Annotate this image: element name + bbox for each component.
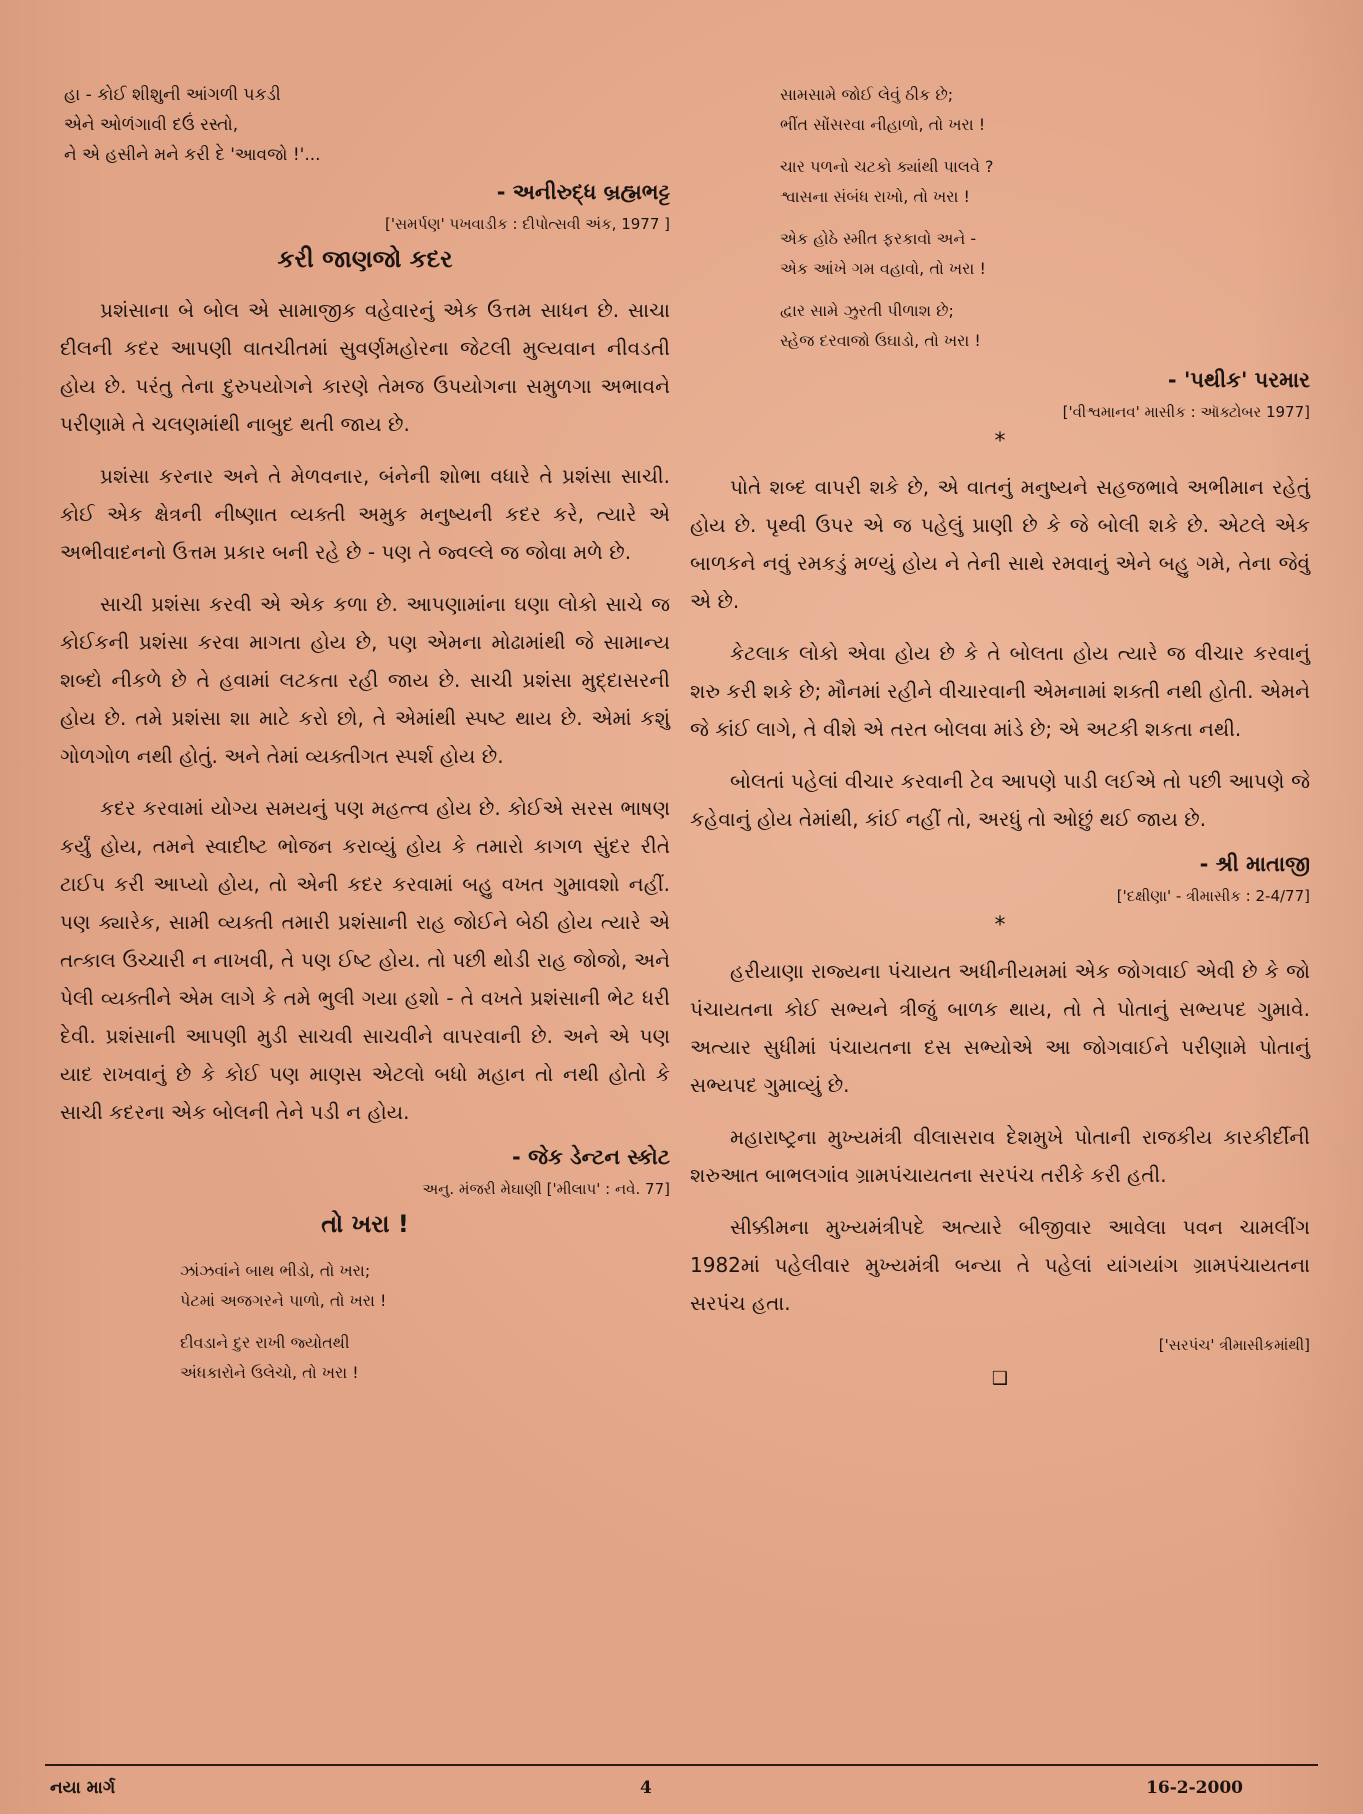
section3-source: ['સરપંચ' ત્રીમાસીકમાંથી] [1158,1336,1310,1354]
poem-line: અંધકારોને ઉલેચો, તો ખરા ! [180,1363,359,1382]
intro-verse [64,80,670,170]
article-author: - જેક ડેન્ટન સ્કોટ [512,1145,670,1169]
poem-stanza [180,1328,670,1388]
section-separator: * [994,429,1006,454]
section2-paragraph: બોલતાં પહેલાં વીચાર કરવાની ટેવ આપણે પાડી લઈએ તો પછી આપણે જે કહેવાનું હોય તેમાંથી, કાંઈ નહીં તો, અરધું તો ઓછું થઈ જાય છે. [690,769,1310,831]
poem-line: ભીંત સોંસરવા નીહાળો, તો ખરા ! [780,115,986,134]
section3-paragraph: હરીયાણા રાજ્યના પંચાયત અધીનીયમમાં એક જોગવાઈ એવી છે કે જો પંચાયતના કોઈ સભ્યને ત્રીજું બાળક થાય, તો તે પોતાનું સભ્યપદ ગુમાવે. અત્યાર સુધીમાં પંચાયતના દસ સભ્યોએ આ જોગવાઈને પરીણામે પોતાનું સભ્યપદ ગુમાવ્યું છે. [690,959,1310,1097]
section2-author: - શ્રી માતાજી [1199,852,1310,876]
section-separator: * [994,913,1006,938]
poem-line: શ્વાસના સંબંધ રાખો, તો ખરા ! [780,187,970,206]
section3-paragraph: મહારાષ્ટ્રના મુખ્યમંત્રી વીલાસરાવ દેશમુખે પોતાની રાજકીય કારકીર્દીની શરુઆત બાભલગાંવ ગ્રામપંચાયતના સરપંચ તરીકે કરી હતી. [690,1125,1311,1187]
left-column [60,80,670,1400]
poem-line: સ્હેજ દરવાજો ઉઘાડો, તો ખરા ! [780,331,981,350]
right-column [690,80,1310,1389]
magazine-name: નયા માર્ગ [50,1778,116,1798]
poem-line: ચાર પળનો ચટકો ક્યાંથી પાલવે ? [780,157,994,176]
verse-line: એને ઓળંગાવી દઉં રસ્તો, [64,115,239,135]
article-paragraph: પ્રશંસા કરનાર અને તે મેળવનાર, બંનેની શોભા વધારે તે પ્રશંસા સાચી. કોઈ એક ક્ષેત્રની નીષ્ણાત વ્યક્તી અમુક મનુષ્યની કદર કરે, ત્યારે એ અભીવાદનનો ઉત્તમ પ્રકાર બની રહે છે - પણ તે જ્વલ્લે જ જોવા મળે છે. [60,464,670,564]
poem-right [780,80,1310,356]
poem-line: એક આંખે ગમ વહાવો, તો ખરા ! [780,259,986,278]
section2-paragraph: પોતે શબ્દ વાપરી શકે છે, એ વાતનું મનુષ્યને સહજભાવે અભીમાન રહેતું હોય છે. પૃથ્વી ઉપર એ જ પહેલું પ્રાણી છે કે જે બોલી શકે છે. એટલે એક બાળકને નવું રમકડું મળ્યું હોય ને તેની સાથે રમવાનું એને બહુ ગમે, તેના જેવું એ છે. [690,475,1311,613]
article-paragraph: પ્રશંસાના બે બોલ એ સામાજીક વહેવારનું એક ઉત્તમ સાધન છે. સાચા દીલની કદર આપણી વાતચીતમાં સુવર્ણમહોરના જેટલી મુલ્યવાન નીવડતી હોય છે. પરંતુ તેના દુરુપયોગને કારણે તેમજ ઉપયોગના સમુળગા અભાવને પરીણામે તે ચલણમાંથી નાબુદ થતી જાય છે. [60,298,671,436]
intro-author: - અનીરુદ્ધ બ્રહ્મભટ્ટ [496,180,670,204]
poem-line: દ્વાર સામે ઝુરતી પીળાશ છે; [780,301,954,320]
poem-stanza [780,224,1310,284]
verse-line: ને એ હસીને મને કરી દે 'આવજો !'... [64,145,321,165]
section2-paragraph: કેટલાક લોકો એવા હોય છે કે તે બોલતા હોય ત્યારે જ વીચાર કરવાનું શરુ કરી શકે છે; મૌનમાં રહીને વીચારવાની એમનામાં શક્તી નથી હોતી. એમને જે કાંઈ લાગે, તે વીશે એ તરત બોલવા માંડે છે; એ અટકી શકતા નથી. [690,641,1311,741]
article-source: અનુ. મંજરી મેઘાણી ['મીલાપ' : નવે. 77] [422,1180,670,1198]
article-title: કરી જાણજો કદર [277,245,453,273]
poem-line: દીવડાને દુર રાખી જ્યોતથી [180,1333,350,1352]
verse-line: હા - કોઈ શીશુની આંગળી પકડી [64,85,281,105]
poem-stanza [780,152,1310,212]
poem-stanza [780,296,1310,356]
poem-line: ઝાંઝવાંને બાથ ભીડો, તો ખરા; [180,1261,371,1280]
intro-source: ['સમર્પણ' પખવાડીક : દીપોત્સવી અંક, 1977 ] [385,215,670,233]
section3-paragraph: સીક્કીમના મુખ્યમંત્રીપદે અત્યારે બીજીવાર આવેલા પવન ચામલીંગ 1982માં પહેલીવાર મુખ્યમંત્રી બન્યા તે પહેલાં યાંગયાંગ ગ્રામપંચાયતના સરપંચ હતા. [690,1215,1310,1315]
poem-line: એક હોઠે સ્મીત ફરકાવો અને - [780,229,977,248]
end-mark-icon: ❑ [991,1368,1009,1389]
poem-author: - 'પથીક' પરમાર [1167,368,1310,392]
article-paragraph: સાચી પ્રશંસા કરવી એ એક કળા છે. આપણામાંના ઘણા લોકો સાચે જ કોઈકની પ્રશંસા કરવા માગતા હોય છે, પણ એમના મોઢામાંથી જે સામાન્ય શબ્દો નીકળે છે તે હવામાં લટકતા રહી જાય છે. સાચી પ્રશંસા મુદ્દાસરની હોય છે. તમે પ્રશંસા શા માટે કરો છો, તે એમાંથી સ્પષ્ટ થાય છે. એમાં કશું ગોળગોળ નથી હોતું. અને તેમાં વ્યક્તીગત સ્પર્શ હોય છે. [60,592,671,768]
poem-line: પેટમાં અજગરને પાળો, તો ખરા ! [180,1291,387,1310]
page-number: 4 [640,1778,652,1798]
poem-stanza [180,1256,670,1316]
poem-source: ['વીશ્વમાનવ' માસીક : ઑક્ટોબર 1977] [1062,403,1310,421]
poem-left [180,1256,670,1388]
poem-stanza [780,80,1310,140]
poem-title: તો ખરા ! [321,1210,409,1238]
poem-line: સામસામે જોઈ લેવું ઠીક છે; [780,85,954,104]
section2-source: ['દક્ષીણા' - ત્રીમાસીક : 2-4/77] [1116,887,1310,905]
article-paragraph: કદર કરવામાં યોગ્ય સમયનું પણ મહત્ત્વ હોય છે. કોઈએ સરસ ભાષણ કર્યું હોય, તમને સ્વાદીષ્ટ ભોજન કરાવ્યું હોય કે તમારો કાગળ સુંદર રીતે ટાઈપ કરી આપ્યો હોય, તો એની કદર કરવામાં બહુ વખત ગુમાવશો નહીં. પણ ક્યારેક, સામી વ્યક્તી તમારી પ્રશંસાની રાહ જોઈને બેઠી હોય ત્યારે એ તત્કાલ ઉચ્ચારી ન નાખવી, તે પણ ઈષ્ટ હોય. તો પછી થોડી રાહ જોજો, અને પેલી વ્યક્તીને એમ લાગે કે તમે ભુલી ગયા હશો - તે વખતે પ્રશંસાની ભેટ ધરી દેવી. પ્રશંસાની આપણી મુડી સાચવી સાચવીને વાપરવાની છે. અને એ પણ યાદ રાખવાનું છે કે કોઈ પણ માણસ એટલો બધો મહાન તો નથી હોતો કે સાચી કદરના એક બોલની તેને પડી ન હોય. [60,796,671,1124]
footer-rule [45,1764,1318,1766]
issue-date: 16-2-2000 [1146,1778,1243,1798]
